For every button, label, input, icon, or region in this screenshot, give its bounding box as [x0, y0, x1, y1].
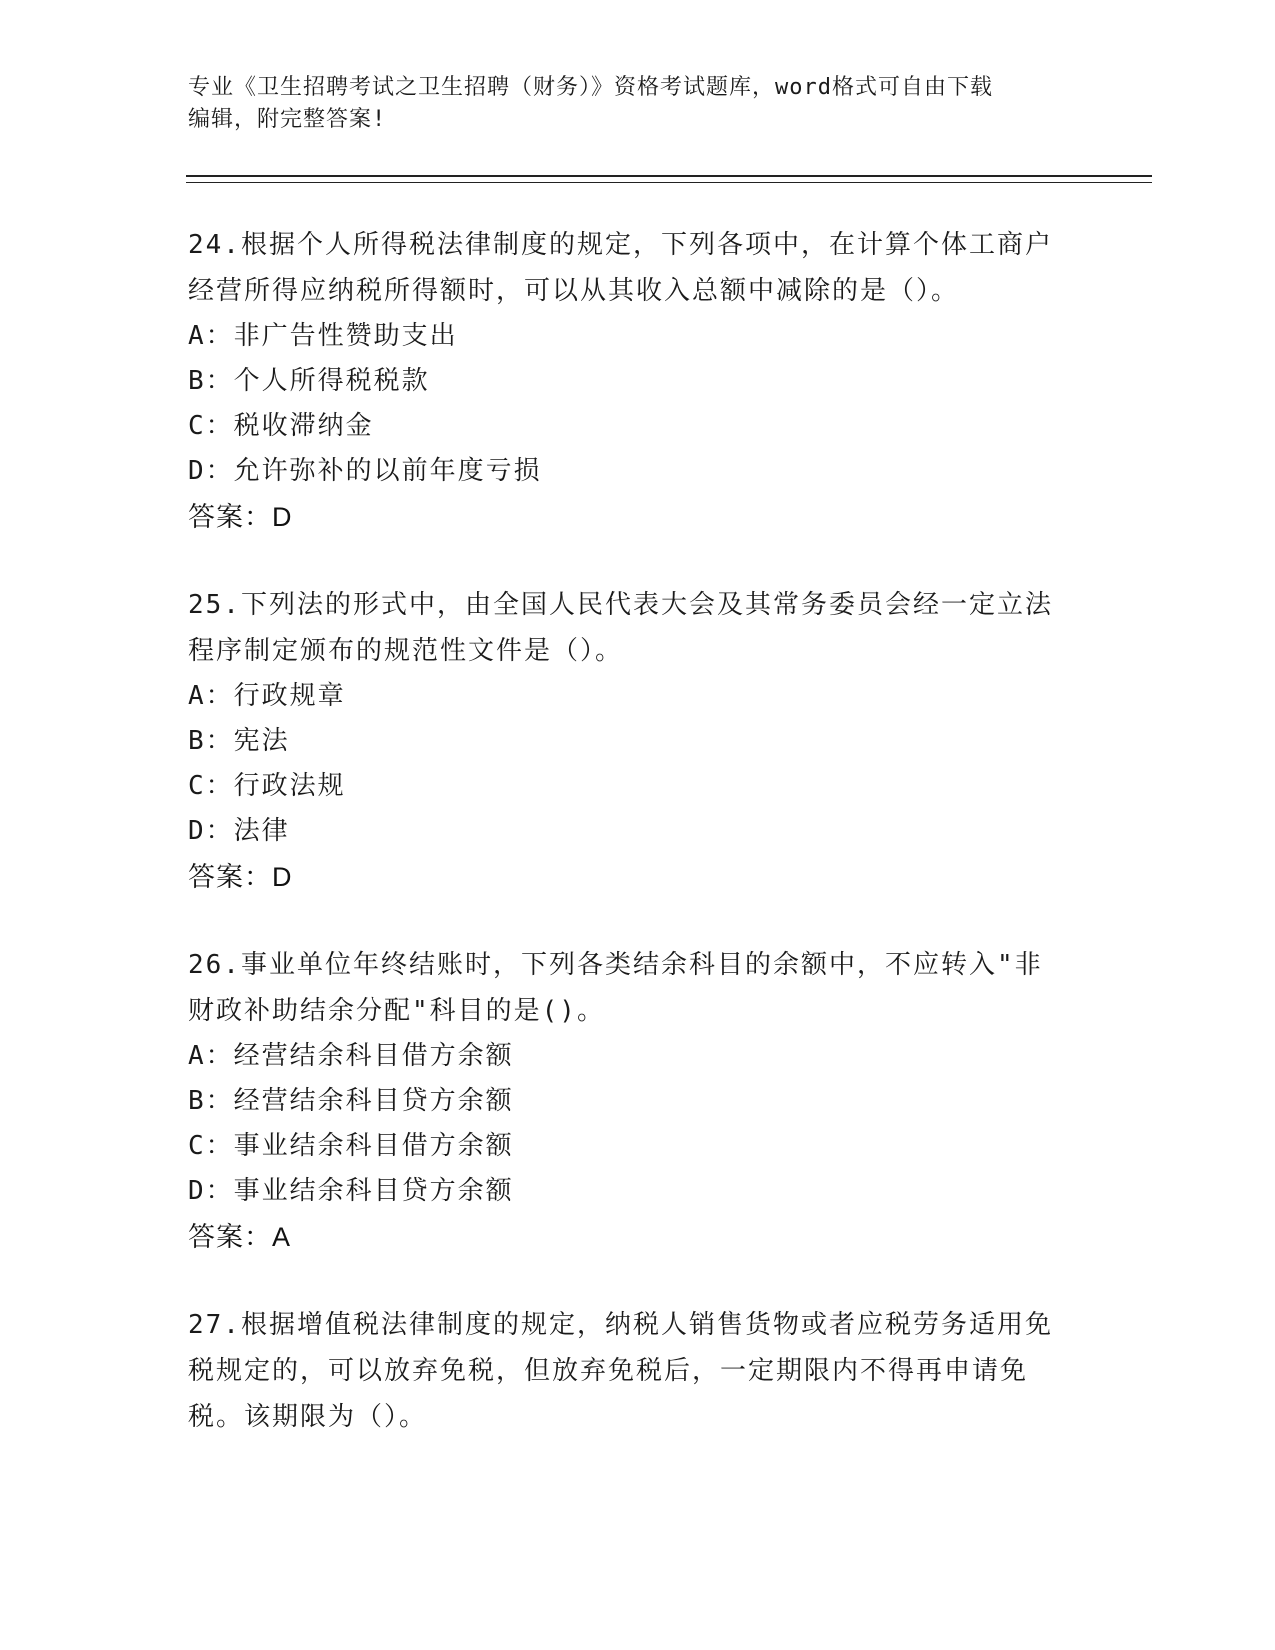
- question-stem-line: 27.根据增值税法律制度的规定，纳税人销售货物或者应税劳务适用免: [188, 1310, 1053, 1340]
- answer: 答案：A: [188, 1222, 292, 1252]
- question-stem: [188, 582, 1088, 674]
- header-line-2: 编辑，附完整答案!: [188, 107, 387, 132]
- question-26: [188, 942, 1088, 1260]
- question-stem-line: 24.根据个人所得税法律制度的规定，下列各项中，在计算个体工商户: [188, 230, 1053, 260]
- question-24: [188, 222, 1088, 540]
- question-stem-line: 25.下列法的形式中，由全国人民代表大会及其常务委员会经一定立法: [188, 590, 1053, 620]
- answer: 答案：D: [188, 502, 293, 532]
- document-header: [188, 72, 1088, 136]
- option-c: C：行政法规: [188, 771, 346, 801]
- question-25: [188, 582, 1088, 900]
- option-d: D：允许弥补的以前年度亏损: [188, 456, 542, 486]
- question-stem: [188, 1302, 1088, 1440]
- question-stem-line: 经营所得应纳税所得额时，可以从其收入总额中减除的是（）。: [188, 276, 960, 306]
- question-stem-line: 税。该期限为（）。: [188, 1402, 428, 1432]
- option-d: D：事业结余科目贷方余额: [188, 1176, 514, 1206]
- option-b: B：经营结余科目贷方余额: [188, 1086, 514, 1116]
- header-line-1: 专业《卫生招聘考试之卫生招聘（财务）》资格考试题库，word格式可自由下载: [188, 75, 993, 100]
- question-stem: [188, 222, 1088, 314]
- option-a: A：经营结余科目借方余额: [188, 1041, 514, 1071]
- question-stem-line: 程序制定颁布的规范性文件是（）。: [188, 636, 624, 666]
- question-stem-line: 财政补助结余分配"科目的是()。: [188, 996, 605, 1026]
- answer: 答案：D: [188, 862, 293, 892]
- option-a: A：非广告性赞助支出: [188, 321, 458, 351]
- header-divider-thin: [186, 182, 1152, 183]
- header-divider-thick: [186, 175, 1152, 177]
- option-b: B：个人所得税税款: [188, 366, 430, 396]
- question-27: [188, 1302, 1088, 1440]
- option-a: A：行政规章: [188, 681, 346, 711]
- option-c: C：事业结余科目借方余额: [188, 1131, 514, 1161]
- option-b: B：宪法: [188, 726, 290, 756]
- option-c: C：税收滞纳金: [188, 411, 374, 441]
- question-stem-line: 26.事业单位年终结账时，下列各类结余科目的余额中，不应转入"非: [188, 950, 1043, 980]
- question-stem-line: 税规定的，可以放弃免税，但放弃免税后，一定期限内不得再申请免: [188, 1356, 1029, 1386]
- question-stem: [188, 942, 1088, 1034]
- option-d: D：法律: [188, 816, 290, 846]
